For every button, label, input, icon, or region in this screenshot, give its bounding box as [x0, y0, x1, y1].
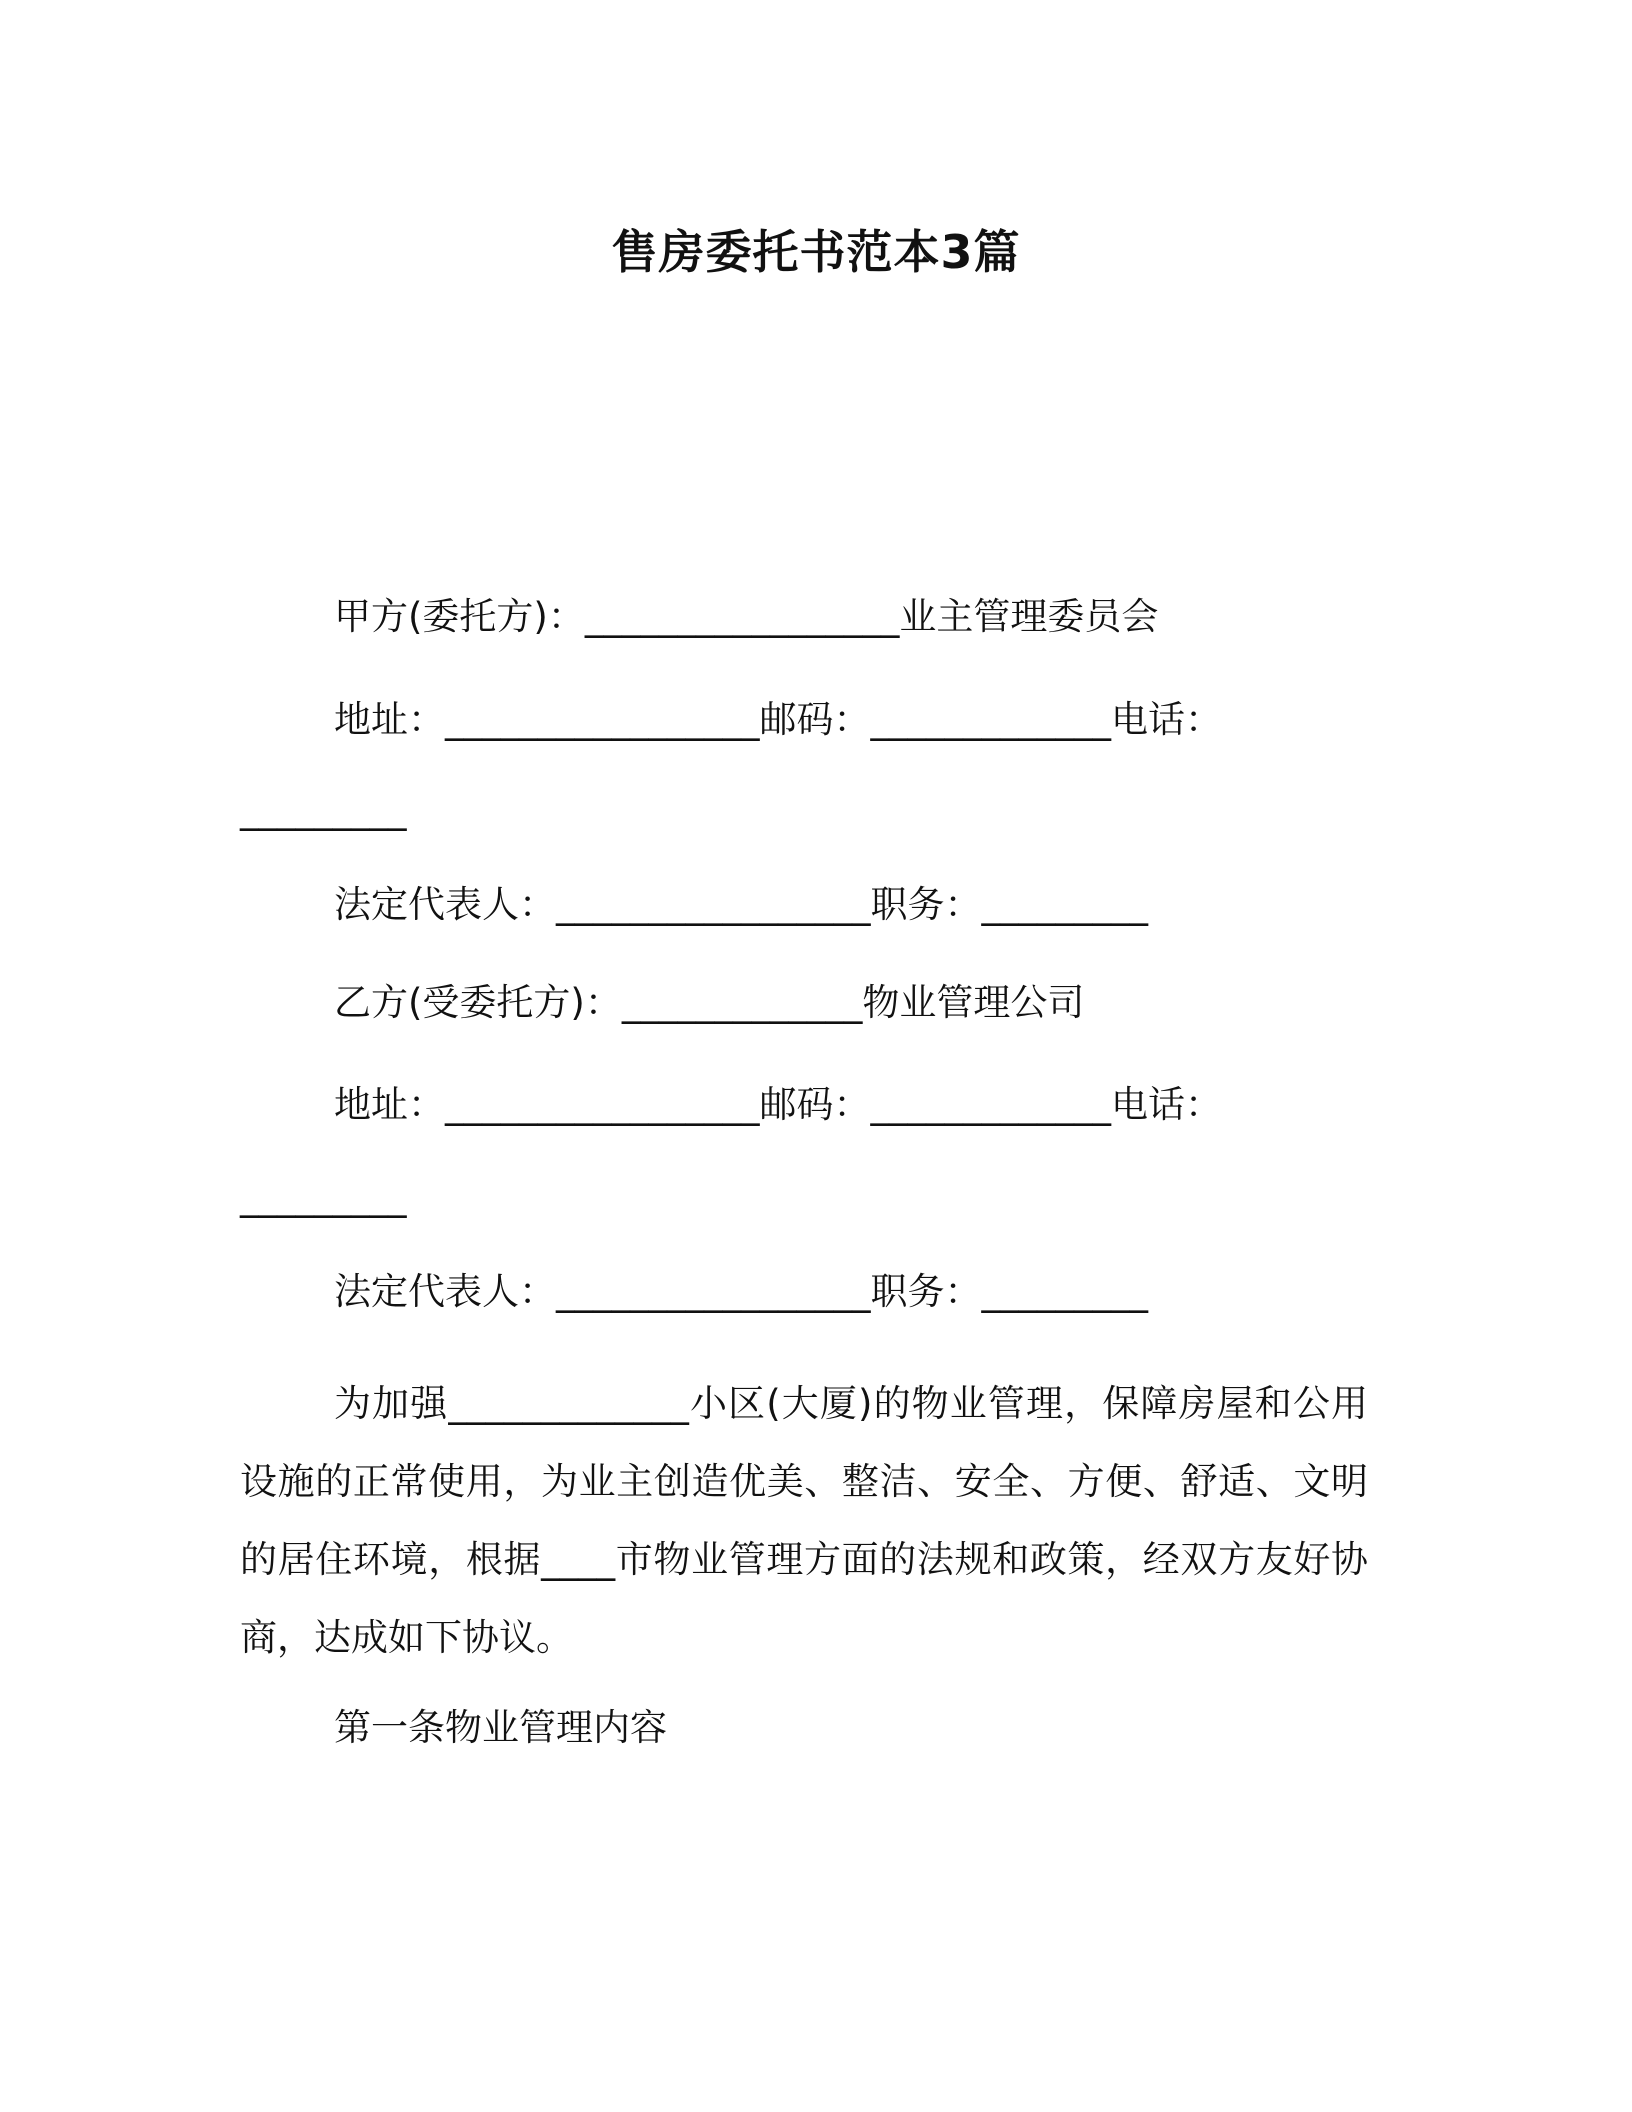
party-a-name-line: 甲方(委托方)：_________________业主管理委员会	[334, 595, 1159, 638]
party-a-representative-line: 法定代表人：_________________职务：_________	[334, 883, 1148, 926]
preamble-paragraph: 为加强_____________小区(大厦)的物业管理，保障房屋和公用设施的正常使用，为业主创造优美、整洁、安全、方便、舒适、文明的居住环境，根据____市物业管理方面的法规和政策，经双方友好协商，达成如下协议。	[240, 1382, 1368, 1659]
party-b-representative-line: 法定代表人：_________________职务：_________	[334, 1270, 1148, 1313]
party-a-address-line: 地址：_________________邮码：_____________电话：	[334, 698, 1222, 741]
party-a-phone-blank: _________	[240, 788, 407, 831]
party-b-phone-blank: _________	[240, 1175, 407, 1218]
party-b-name-line: 乙方(受委托方)：_____________物业管理公司	[334, 981, 1085, 1024]
article-1-heading: 第一条物业管理内容	[334, 1706, 667, 1749]
party-b-address-line: 地址：_________________邮码：_____________电话：	[334, 1083, 1222, 1126]
document-title: 售房委托书范本3篇	[611, 225, 1021, 279]
